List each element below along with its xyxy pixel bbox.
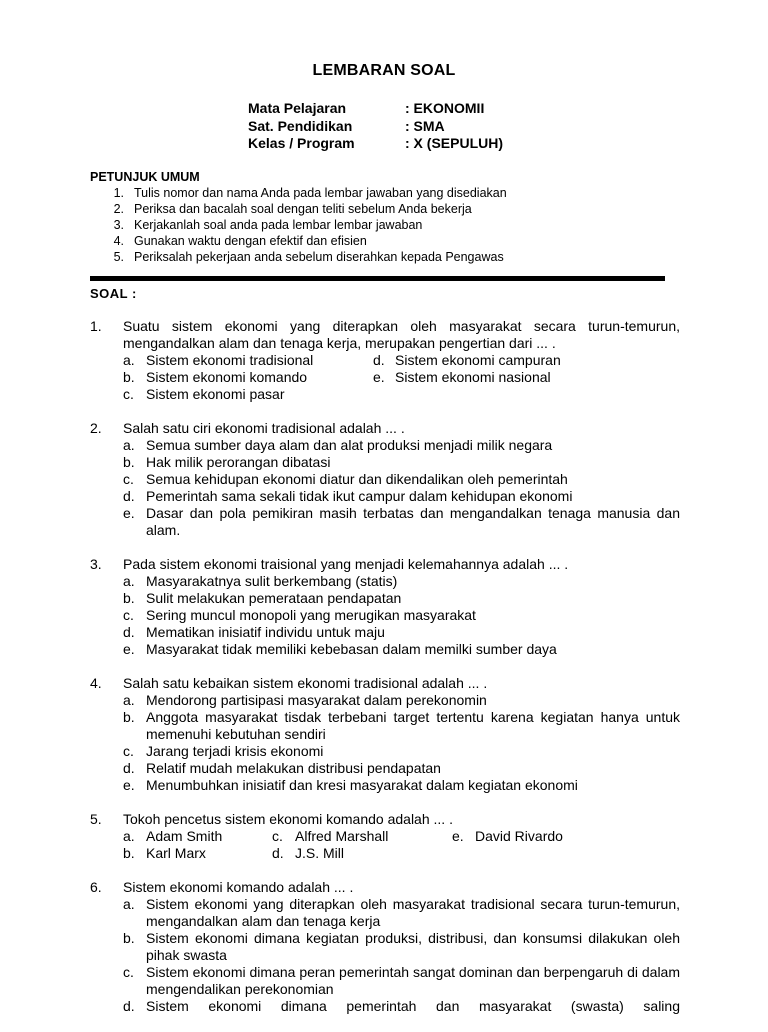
option-letter: d. xyxy=(373,352,385,368)
option-b xyxy=(90,709,680,743)
option-d xyxy=(90,760,680,777)
option-text: Sistem ekonomi dimana peran pemerintah sangat dominan dan berpengaruh di dalam mengendalikan perekonomian xyxy=(146,964,680,997)
option-letter: a. xyxy=(123,437,135,453)
meta-value: : X (SEPULUH) xyxy=(405,135,503,151)
option-d xyxy=(90,998,680,1015)
option-grid xyxy=(90,352,680,403)
option-a xyxy=(90,692,680,709)
option-letter: e. xyxy=(123,505,135,521)
instruction-number: 5. xyxy=(113,250,124,264)
question-text: Suatu sistem ekonomi yang diterapkan oleh masyarakat secara turun-temurun, mengandalkan alam dan tenaga kerja, merupakan pengertian dari ... . xyxy=(123,318,680,351)
option-b xyxy=(90,590,680,607)
option-text: Mendorong partisipasi masyarakat dalam perekonomin xyxy=(146,692,487,708)
option-text: Sering muncul monopoli yang merugikan masyarakat xyxy=(146,607,476,623)
option-letter: a. xyxy=(123,692,135,708)
option-text: Dasar dan pola pemikiran masih terbatas dan mengandalkan tenaga manusia dan alam. xyxy=(146,505,680,538)
question-stem xyxy=(90,420,680,437)
question-6 xyxy=(90,879,680,1015)
instruction-text: Periksalah pekerjaan anda sebelum diserahkan kepada Pengawas xyxy=(134,250,504,264)
option-text: Sulit melakukan pemerataan pendapatan xyxy=(146,590,402,606)
option-letter: d. xyxy=(272,845,284,861)
option-letter: b. xyxy=(123,454,135,470)
option-c xyxy=(90,743,680,760)
option-text: Sistem ekonomi yang diterapkan oleh masyarakat tradisional secara turun-temurun, mengandalkan alam dan tenaga kerja xyxy=(146,896,680,929)
option-text: Sistem ekonomi nasional xyxy=(395,369,551,385)
option-letter: c. xyxy=(123,743,134,759)
option-c xyxy=(90,471,680,488)
option-letter: d. xyxy=(123,998,135,1014)
option-text: Sistem ekonomi campuran xyxy=(395,352,561,368)
option-e xyxy=(90,641,680,658)
instruction-text: Kerjakanlah soal anda pada lembar lembar jawaban xyxy=(134,218,423,232)
option-b xyxy=(90,369,373,386)
instruction-number: 2. xyxy=(113,202,124,216)
question-text: Salah satu ciri ekonomi tradisional adalah ... . xyxy=(123,420,405,436)
question-stem xyxy=(90,675,680,692)
instruction-item xyxy=(90,201,507,217)
instruction-number: 1. xyxy=(113,186,124,200)
option-letter: e. xyxy=(452,828,464,844)
option-text: Semua sumber daya alam dan alat produksi menjadi milik negara xyxy=(146,437,553,453)
option-letter: e. xyxy=(123,777,135,793)
option-c xyxy=(90,964,680,998)
question-text: Salah satu kebaikan sistem ekonomi tradisional adalah ... . xyxy=(123,675,488,691)
option-c xyxy=(90,386,373,403)
option-a xyxy=(90,352,373,369)
option-a xyxy=(90,828,272,845)
subject-info xyxy=(248,100,503,153)
option-letter: b. xyxy=(123,709,135,725)
instruction-number: 3. xyxy=(113,218,124,232)
option-c xyxy=(272,828,452,845)
question-number: 4. xyxy=(90,675,102,691)
option-text: Sistem ekonomi tradisional xyxy=(146,352,314,368)
question-list xyxy=(90,318,680,1032)
question-number: 5. xyxy=(90,811,102,827)
option-text: Adam Smith xyxy=(146,828,223,844)
meta-value: : EKONOMII xyxy=(405,100,485,116)
question-text: Sistem ekonomi komando adalah ... . xyxy=(123,879,354,895)
option-d xyxy=(90,624,680,641)
instruction-item xyxy=(90,233,507,249)
question-stem xyxy=(90,879,680,896)
option-c xyxy=(90,607,680,624)
question-number: 3. xyxy=(90,556,102,572)
option-d xyxy=(373,352,633,369)
instruction-item xyxy=(90,185,507,201)
option-letter: a. xyxy=(123,573,135,589)
option-e xyxy=(90,505,680,539)
instructions-list xyxy=(90,185,507,265)
question-text: Tokoh pencetus sistem ekonomi komando adalah ... . xyxy=(123,811,453,827)
option-letter: a. xyxy=(123,828,135,844)
question-stem xyxy=(90,556,680,573)
questions-heading: SOAL : xyxy=(90,286,137,301)
question-number: 6. xyxy=(90,879,102,895)
meta-value: : SMA xyxy=(405,117,445,134)
option-letter: b. xyxy=(123,845,135,861)
option-text: Sistem ekonomi dimana kegiatan produksi, distribusi, dan konsumsi dilakukan oleh pihak swasta xyxy=(146,930,680,963)
question-text: Pada sistem ekonomi traisional yang menjadi kelemahannya adalah ... . xyxy=(123,556,569,572)
option-d xyxy=(90,488,680,505)
option-letter: c. xyxy=(123,964,134,980)
question-2 xyxy=(90,420,680,539)
option-letter: e. xyxy=(373,369,385,385)
question-1 xyxy=(90,318,680,403)
option-e xyxy=(452,828,652,845)
meta-label: Mata Pelajaran xyxy=(248,100,347,116)
option-letter: c. xyxy=(123,471,134,487)
question-number: 2. xyxy=(90,420,102,436)
option-text: Alfred Marshall xyxy=(295,828,389,844)
option-b xyxy=(90,845,272,862)
option-text: Menumbuhkan inisiatif dan kresi masyarakat dalam kegiatan ekonomi xyxy=(146,777,578,793)
option-text: Pemerintah sama sekali tidak ikut campur dalam kehidupan ekonomi xyxy=(146,488,573,504)
option-text: Sistem ekonomi dimana pemerintah dan masyarakat (swasta) saling xyxy=(146,998,680,1014)
option-text: Masyarakatnya sulit berkembang (statis) xyxy=(146,573,398,589)
question-stem xyxy=(90,811,680,828)
option-letter: b. xyxy=(123,590,135,606)
option-b xyxy=(90,930,680,964)
document-title: LEMBARAN SOAL xyxy=(312,62,456,79)
option-text: Masyarakat tidak memiliki kebebasan dalam memilki sumber daya xyxy=(146,641,557,657)
option-letter: a. xyxy=(123,896,135,912)
option-letter: c. xyxy=(123,386,134,402)
question-5 xyxy=(90,811,680,862)
instruction-item xyxy=(90,217,507,233)
instruction-item xyxy=(90,249,507,265)
question-4 xyxy=(90,675,680,794)
option-a xyxy=(90,896,680,930)
option-text: Anggota masyarakat tisdak terbebani target tertentu karena kegiatan hanya untuk memenuhi kebutuhan sendiri xyxy=(146,709,680,742)
option-letter: d. xyxy=(123,624,135,640)
option-text: David Rivardo xyxy=(475,828,563,844)
option-text: Sistem ekonomi pasar xyxy=(146,386,285,402)
instruction-text: Gunakan waktu dengan efektif dan efisien xyxy=(134,234,367,248)
option-text: Relatif mudah melakukan distribusi pendapatan xyxy=(146,760,441,776)
option-e xyxy=(90,777,680,794)
instructions-heading: PETUNJUK UMUM xyxy=(90,170,200,184)
instruction-text: Tulis nomor dan nama Anda pada lembar jawaban yang disediakan xyxy=(134,186,507,200)
instruction-number: 4. xyxy=(113,234,124,248)
general-instructions xyxy=(90,169,507,265)
question-stem xyxy=(90,318,680,352)
option-letter: d. xyxy=(123,488,135,504)
option-text: Sistem ekonomi komando xyxy=(146,369,308,385)
option-text: Semua kehidupan ekonomi diatur dan dikendalikan oleh pemerintah xyxy=(146,471,568,487)
meta-row-subject xyxy=(248,100,503,118)
option-a xyxy=(90,573,680,590)
meta-label: Sat. Pendidikan xyxy=(248,117,353,134)
option-text: Mematikan inisiatif individu untuk maju xyxy=(146,624,385,640)
option-e xyxy=(373,369,633,386)
section-divider xyxy=(90,276,665,281)
option-letter: c. xyxy=(272,828,283,844)
meta-label: Kelas / Program xyxy=(248,135,355,151)
option-text: Karl Marx xyxy=(146,845,206,861)
option-letter: b. xyxy=(123,369,135,385)
question-number: 1. xyxy=(90,318,102,334)
option-letter: d. xyxy=(123,760,135,776)
option-grid xyxy=(90,828,680,862)
option-text: Jarang terjadi krisis ekonomi xyxy=(146,743,324,759)
meta-row-class xyxy=(248,135,503,153)
option-letter: e. xyxy=(123,641,135,657)
question-3 xyxy=(90,556,680,658)
option-text: Hak milik perorangan dibatasi xyxy=(146,454,331,470)
option-a xyxy=(90,437,680,454)
meta-row-school-level xyxy=(248,118,503,136)
instruction-text: Periksa dan bacalah soal dengan teliti sebelum Anda bekerja xyxy=(134,202,472,216)
option-b xyxy=(90,454,680,471)
option-letter: c. xyxy=(123,607,134,623)
option-letter: b. xyxy=(123,930,135,946)
option-text: J.S. Mill xyxy=(295,845,344,861)
option-letter: a. xyxy=(123,352,135,368)
option-d xyxy=(272,845,452,862)
